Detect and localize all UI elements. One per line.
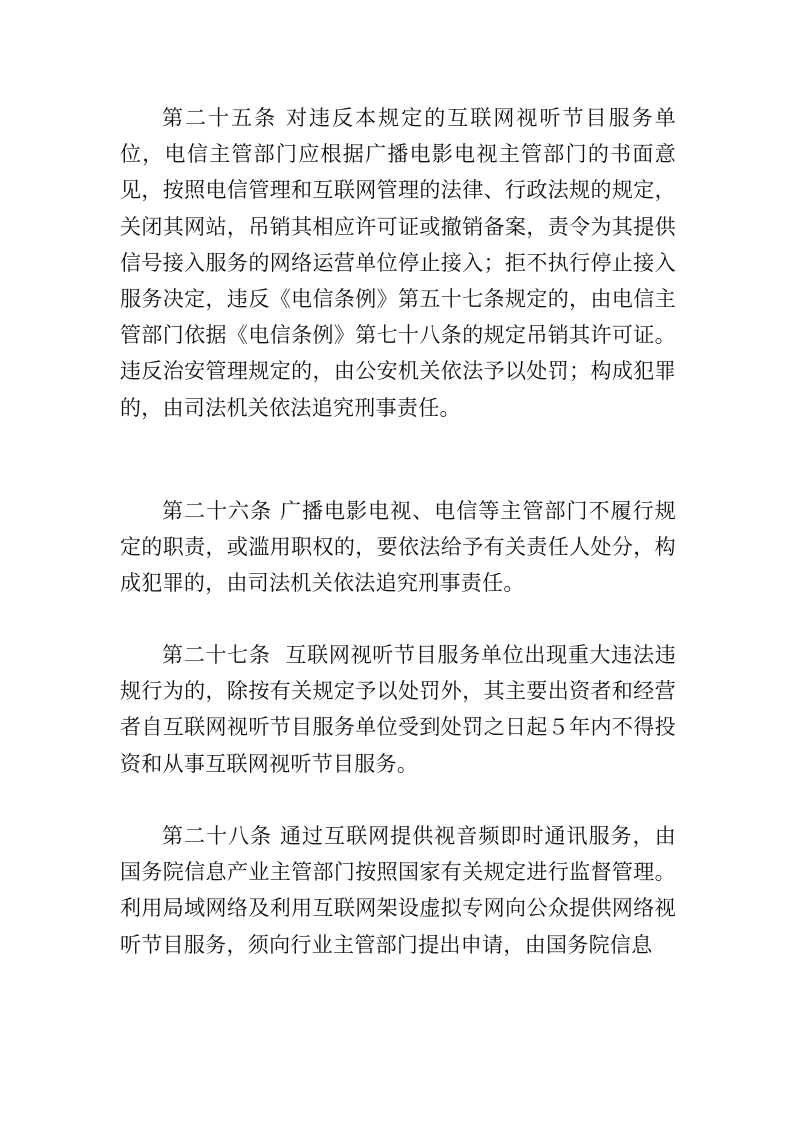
article-26-paragraph [120, 493, 676, 602]
article-28-paragraph [120, 818, 676, 963]
article-27-paragraph [120, 637, 676, 782]
article-25-text: 对违反本规定的互联网视听节目服务单位，电信主管部门应根据广播电影电视主管部门的书面意见，按照电信管理和互联网管理的法律、行政法规的规定，关闭其网站，吊销其相应许可证或撤销备案，责令为其提供信号接入服务的网络运营单位停止接入；拒不执行停止接入服务决定，违反《电信条例》第五十七条规定的，由电信主管部门依据《电信条例》第七十八条的规定吊销其许可证。 违反治安管理规定的，由公安机关依法予以处罚；构成犯罪的，由司法机关依法追究刑事责任。 [120, 106, 676, 420]
article-27-number: 第二十七条 [162, 643, 271, 667]
article-25-paragraph [120, 100, 676, 426]
article-28-number: 第二十八条 [162, 824, 273, 848]
article-26-text: 广播电影电视、电信等主管部门不履行规定的职责，或滥用职权的，要依法给予有关责任人处分，构成犯罪的，由司法机关依法追究刑事责任。 [120, 499, 677, 596]
article-28-text: 通过互联网提供视音频即时通讯服务，由国务院信息产业主管部门按照国家有关规定进行监督管理。利用局域网络及利用互联网架设虚拟专网向公众提供网络视听节目服务，须向行业主管部门提出申请，由国务院信息 [120, 824, 677, 957]
article-26-number: 第二十六条 [162, 499, 273, 523]
article-27-text: 互联网视听节目服务单位出现重大违法违规行为的，除按有关规定予以处罚外，其主要出资者和经营者自互联网视听节目服务单位受到处罚之日起５年内不得投资和从事互联网视听节目服务。 [120, 643, 677, 776]
article-25-number: 第二十五条 [162, 106, 278, 130]
